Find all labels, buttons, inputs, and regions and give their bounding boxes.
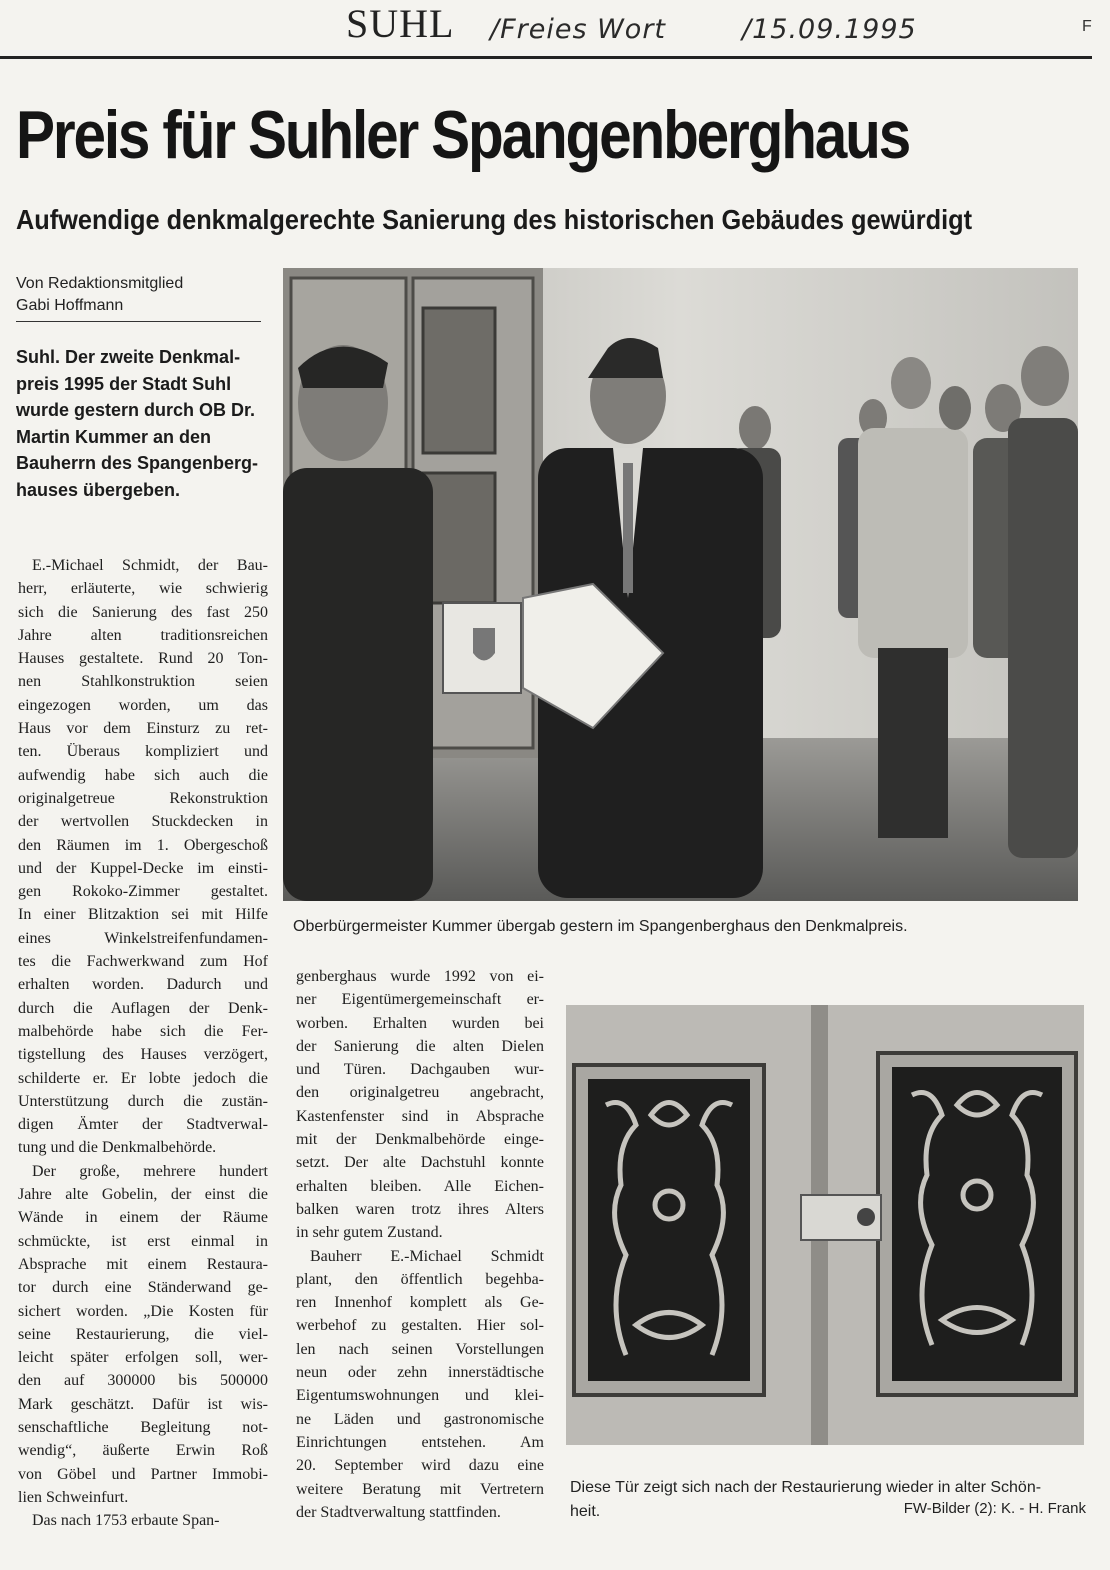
text-line: seine Restaurierung, die viel- bbox=[18, 1325, 268, 1343]
text-line: Mark geschätzt. Dafür ist wis- bbox=[18, 1395, 268, 1413]
text-line: mit der Denkmalbehörde einge- bbox=[296, 1131, 544, 1149]
text-line: balken waren trotz ihres Alters bbox=[296, 1200, 544, 1218]
text-line: erhalten bleiben. Alle Eichen- bbox=[296, 1177, 544, 1195]
text-line: schilderte er. Er lobte jedoch die bbox=[18, 1069, 268, 1087]
text-line: den Räumen im 1. Obergeschoß bbox=[18, 836, 268, 854]
text-line: In einer Blitzaktion sei mit Hilfe bbox=[18, 906, 268, 924]
text-line: lien Schweinfurt. bbox=[18, 1488, 129, 1506]
text-line: der Stadtverwaltung stattfinden. bbox=[296, 1503, 501, 1521]
text-column-1 bbox=[18, 554, 268, 1532]
byline bbox=[16, 273, 261, 322]
text-line: malbehörde habe sich die Fer- bbox=[18, 1022, 268, 1040]
text-line: Wände in einem der Räume bbox=[18, 1209, 268, 1227]
text-line: werbehof zu gestalten. Hier sol- bbox=[296, 1317, 544, 1335]
text-line: ner Eigentümergemeinschaft er- bbox=[296, 991, 544, 1009]
byline-line: Gabi Hoffmann bbox=[16, 297, 124, 314]
text-line: und der Kuppel-Decke im einsti- bbox=[18, 859, 268, 877]
text-line: tung und die Denkmalbehörde. bbox=[18, 1139, 217, 1157]
text-line: Das nach 1753 erbaute Span- bbox=[32, 1512, 220, 1530]
restored-door-photo bbox=[566, 1005, 1084, 1445]
text-line: sichert worden. „Die Kosten für bbox=[18, 1302, 268, 1320]
lead-line: Martin Kummer an den bbox=[16, 426, 212, 447]
text-line: sich die Sanierung des fast 250 bbox=[18, 603, 268, 621]
text-line: eines Winkelstreifenfundamen- bbox=[18, 929, 268, 947]
text-line: Unterstützung durch die zustän- bbox=[18, 1092, 268, 1110]
text-line: von Göbel und Partner Immobi- bbox=[18, 1465, 268, 1483]
photo-credit: FW-Bilder (2): K. - H. Frank bbox=[903, 1500, 1086, 1517]
page-mark: F bbox=[1082, 18, 1092, 35]
text-line: nen Stahlkonstruktion seien bbox=[18, 673, 268, 691]
text-line: erhalten worden. Dadurch und bbox=[18, 976, 268, 994]
text-line: Kastenfenster sind in Absprache bbox=[296, 1107, 544, 1125]
lead-line: preis 1995 der Stadt Suhl bbox=[16, 373, 232, 394]
text-line: Bauherr E.-Michael Schmidt bbox=[310, 1247, 544, 1265]
handwritten-date: /15.09.1995 bbox=[742, 14, 917, 45]
text-line: plant, den öffentlich begehba- bbox=[296, 1270, 544, 1288]
text-line: setzt. Der alte Dachstuhl konnte bbox=[296, 1154, 544, 1172]
caption-line: Diese Tür zeigt sich nach der Restaurierung wieder in alter Schön- bbox=[570, 1479, 1042, 1496]
award-ceremony-photo bbox=[283, 268, 1078, 901]
text-line: len nach seinen Vorstellungen bbox=[296, 1340, 544, 1358]
text-line: Haus vor dem Einsturz zu ret- bbox=[18, 720, 268, 738]
text-line: der Sanierung die alten Dielen bbox=[296, 1037, 544, 1055]
text-line: tigstellung des Hauses verzögert, bbox=[18, 1046, 268, 1064]
text-line: tor durch eine Ständerwand ge- bbox=[18, 1279, 268, 1297]
restored-door-illustration bbox=[566, 1005, 1084, 1445]
text-line: senschaftliche Begleitung not- bbox=[18, 1418, 268, 1436]
text-line: und Türen. Dachgauben wur- bbox=[296, 1061, 544, 1079]
text-line: ren Innenhof komplett als Ge- bbox=[296, 1294, 544, 1312]
header-rule bbox=[0, 56, 1092, 59]
text-line: gen Rokoko-Zimmer gestaltet. bbox=[18, 883, 268, 901]
text-line: genberghaus wurde 1992 von ei- bbox=[296, 968, 544, 985]
handwritten-paper-name: /Freies Wort bbox=[490, 14, 667, 45]
text-line: ne Läden und gastronomische bbox=[296, 1410, 544, 1428]
caption-line: heit. bbox=[570, 1503, 601, 1520]
text-line: Hauses gestaltete. Rund 20 Ton- bbox=[18, 650, 268, 668]
text-line: neun oder zehn innerstädtische bbox=[296, 1364, 544, 1382]
text-line: der wertvollen Stuckdecken in bbox=[18, 813, 268, 831]
text-line: worben. Erhalten wurden bei bbox=[296, 1014, 544, 1032]
text-line: originalgetreue Rekonstruktion bbox=[18, 789, 268, 807]
text-line: den originalgetreu angebracht, bbox=[296, 1084, 544, 1102]
text-line: Der große, mehrere hundert bbox=[32, 1162, 268, 1180]
photo-caption: Oberbürgermeister Kummer übergab gestern im Spangenberghaus den Denkmalpreis. bbox=[293, 918, 908, 935]
article-lead bbox=[16, 344, 266, 504]
newspaper-city: SUHL bbox=[346, 1, 455, 46]
text-line: Absprache mit einem Restaura- bbox=[18, 1255, 268, 1273]
text-line: weitere Beratung mit Vertretern bbox=[296, 1480, 544, 1498]
text-line: Einrichtungen entstehen. Am bbox=[296, 1433, 544, 1451]
text-line: Eigentumswohnungen und klei- bbox=[296, 1387, 544, 1405]
byline-line: Von Redaktionsmitglied bbox=[16, 275, 184, 292]
text-line: den auf 300000 bis 500000 bbox=[18, 1372, 268, 1390]
article-subheadline: Aufwendige denkmalgerechte Sanierung des historischen Gebäudes gewürdigt bbox=[16, 204, 973, 235]
lead-line: wurde gestern durch OB Dr. bbox=[16, 400, 256, 421]
text-line: aufwendig habe sich auch die bbox=[18, 766, 268, 784]
text-column-2 bbox=[296, 965, 544, 1524]
text-line: eingezogen worden, um das bbox=[18, 696, 268, 714]
text-line: 20. September wird dazu eine bbox=[296, 1457, 544, 1475]
text-line: leicht später erfolgen soll, wer- bbox=[18, 1349, 268, 1367]
text-line: ten. Überaus kompliziert und bbox=[18, 743, 268, 761]
text-line: digen Ämter der Stadtverwal- bbox=[18, 1116, 268, 1134]
text-line: durch die Auflagen der Denk- bbox=[18, 999, 268, 1017]
text-line: tes die Fachwerkwand zum Hof bbox=[18, 953, 268, 971]
lead-line: Suhl. Der zweite Denkmal- bbox=[16, 347, 241, 367]
text-line: E.-Michael Schmidt, der Bau- bbox=[32, 557, 268, 574]
text-line: herr, erläuterte, wie schwierig bbox=[18, 580, 268, 598]
text-line: Jahre alten traditionsreichen bbox=[18, 626, 268, 644]
lead-line: hauses übergeben. bbox=[16, 479, 181, 500]
text-line: schmückte, ist erst einmal in bbox=[18, 1232, 268, 1250]
text-line: Jahre alte Gobelin, der einst die bbox=[18, 1186, 268, 1204]
award-ceremony-illustration bbox=[283, 268, 1078, 901]
article-headline: Preis für Suhler Spangenberghaus bbox=[16, 97, 910, 173]
lead-line: Bauherrn des Spangenberg- bbox=[16, 453, 259, 474]
text-line: wendig“, äußerte Erwin Roß bbox=[18, 1442, 268, 1460]
text-line: in sehr gutem Zustand. bbox=[296, 1224, 443, 1242]
